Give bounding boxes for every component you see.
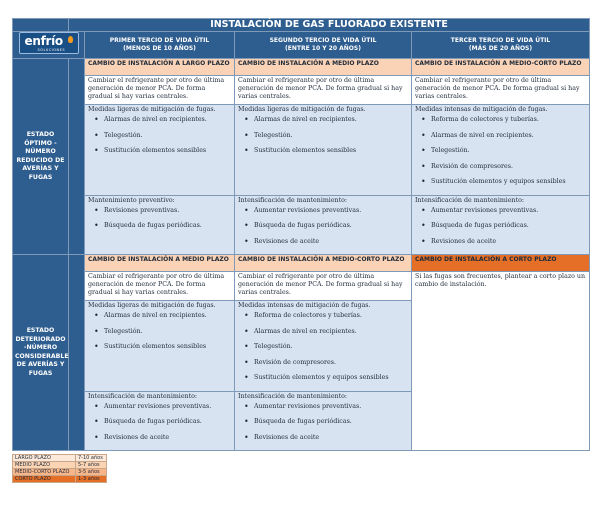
- maintenance-cell: [85, 195, 235, 255]
- maintenance-cell: [235, 391, 412, 451]
- list-item: • Aumentar revisiones preventivas.: [244, 207, 408, 215]
- measures-cell: [85, 301, 235, 392]
- cell-header: CAMBIO DE INSTALACIÓN A MEDIO PLAZO: [85, 255, 235, 272]
- measures-list: [88, 116, 231, 155]
- maintenance-title: Intensificación de mantenimiento:: [238, 196, 348, 204]
- row-label-deteriorado: ESTADO DETERIORADO -NÚMERO CONSIDERABLE DE AVERÍAS Y FUGAS: [13, 255, 69, 451]
- logo-word: enfrío: [24, 34, 63, 48]
- list-item: • Revisiones de aceite: [421, 238, 586, 246]
- list-item: • Sustitución elementos sensibles: [244, 147, 408, 155]
- cell-header: CAMBIO DE INSTALACIÓN A MEDIO PLAZO: [235, 59, 412, 76]
- enfrio-logo: [19, 32, 79, 54]
- list-item: • Revisiones preventivas.: [94, 207, 231, 215]
- measures-title: Medidas ligeras de mitigación de fugas.: [238, 106, 366, 113]
- maintenance-title: Mantenimiento preventivo:: [88, 196, 175, 204]
- list-item: • Telegestión.: [94, 328, 231, 336]
- logo-cell: [13, 32, 85, 59]
- legend-term: LARGO PLAZO: [13, 455, 76, 462]
- change-text: Cambiar el refrigerante por otro de última generación de menor PCA. De forma gradual si hay varias centrales.: [235, 76, 412, 105]
- list-item: • Aumentar revisiones preventivas.: [94, 403, 231, 411]
- list-item: • Sustitución elementos sensibles: [94, 343, 231, 351]
- list-item: • Búsqueda de fugas periódicas.: [244, 418, 408, 426]
- list-item: • Reforma de colectores y tuberías.: [244, 312, 408, 320]
- row-stripe: [69, 59, 85, 255]
- column-header-1: PRIMER TERCIO DE VIDA ÚTIL (MENOS DE 10 AÑOS): [85, 32, 235, 59]
- list-item: • Telegestión.: [94, 132, 231, 140]
- list-item: • Alarmas de nivel en recipientes.: [244, 116, 408, 124]
- maintenance-cell: [85, 391, 235, 451]
- cell-header: CAMBIO DE INSTALACIÓN A LARGO PLAZO: [85, 59, 235, 76]
- column-header-3: TERCER TERCIO DE VIDA ÚTIL (MÁS DE 20 AÑOS): [412, 32, 590, 59]
- measures-cell: [235, 301, 412, 392]
- measures-title: Medidas ligeras de mitigación de fugas.: [88, 106, 216, 113]
- maintenance-title: Intensificación de mantenimiento:: [238, 392, 348, 400]
- row-label-optimo: ESTADO ÓPTIMO -NÚMERO REDUCIDO DE AVERÍAS Y FUGAS: [13, 59, 69, 255]
- measures-title: Medidas intensas de mitigación de fugas.: [238, 302, 371, 309]
- list-item: • Telegestión.: [244, 343, 408, 351]
- list-item: • Alarmas de nivel en recipientes.: [94, 312, 231, 320]
- list-item: • Aumentar revisiones preventivas.: [421, 207, 586, 215]
- change-text: Cambiar el refrigerante por otro de última generación de menor PCA. De forma gradual si hay varias centrales.: [85, 76, 235, 105]
- change-text: Cambiar el refrigerante por otro de última generación de menor PCA. De forma gradual si hay varias centrales.: [412, 76, 590, 105]
- legend-value: 1-3 años: [76, 476, 107, 483]
- legend-value: 7-10 años: [76, 455, 107, 462]
- legend-term: MEDIO-CORTO PLAZO: [13, 469, 76, 476]
- list-item: • Sustitución elementos y equipos sensibles: [244, 374, 408, 382]
- measures-list: [88, 312, 231, 351]
- list-item: • Reforma de colectores y tuberías.: [421, 116, 586, 124]
- legend-value: 5-7 años: [76, 462, 107, 469]
- legend-value: 3-5 años: [76, 469, 107, 476]
- page-title: INSTALACIÓN DE GAS FLUORADO EXISTENTE: [69, 19, 590, 32]
- title-left-blank: [13, 19, 69, 32]
- row-stripe: [69, 255, 85, 451]
- list-item: • Telegestión.: [421, 147, 586, 155]
- cell-header: CAMBIO DE INSTALACIÓN A MEDIO-CORTO PLAZO: [235, 255, 412, 272]
- list-item: • Revisión de compresores.: [244, 359, 408, 367]
- maintenance-cell: [235, 195, 412, 255]
- decision-table: [12, 18, 589, 451]
- cell-header: CAMBIO DE INSTALACIÓN A MEDIO-CORTO PLAZO: [412, 59, 590, 76]
- logo-tagline: SOLUCIONES: [37, 48, 66, 52]
- column-header-2: SEGUNDO TERCIO DE VIDA ÚTIL (ENTRE 10 Y 20 AÑOS): [235, 32, 412, 59]
- list-item: • Sustitución elementos sensibles: [94, 147, 231, 155]
- measures-list: [238, 312, 408, 382]
- list-item: • Revisión de compresores.: [421, 163, 586, 171]
- maintenance-title: Intensificación de mantenimiento:: [88, 392, 198, 400]
- list-item: • Telegestión.: [244, 132, 408, 140]
- measures-list: [415, 116, 586, 186]
- measures-cell: [235, 105, 412, 196]
- measures-list: [238, 116, 408, 155]
- maintenance-list: [88, 403, 231, 442]
- list-item: • Alarmas de nivel en recipientes.: [421, 132, 586, 140]
- list-item: • Alarmas de nivel en recipientes.: [94, 116, 231, 124]
- measures-cell: [85, 105, 235, 196]
- list-item: • Búsqueda de fugas periódicas.: [244, 222, 408, 230]
- maintenance-list: [238, 403, 408, 442]
- maintenance-list: [238, 207, 408, 246]
- legend-term: CORTO PLAZO: [13, 476, 76, 483]
- flame-icon: [68, 36, 73, 43]
- list-item: • Sustitución elementos y equipos sensibles: [421, 178, 586, 186]
- list-item: • Búsqueda de fugas periódicas.: [94, 418, 231, 426]
- maintenance-list: [88, 207, 231, 231]
- maintenance-title: Intensificación de mantenimiento:: [415, 196, 525, 204]
- list-item: • Búsqueda de fugas periódicas.: [94, 222, 231, 230]
- list-item: • Revisiones de aceite: [244, 238, 408, 246]
- main-table: [12, 18, 590, 451]
- legend-table: [12, 454, 107, 483]
- measures-title: Medidas intensas de mitigación de fugas.: [415, 106, 548, 113]
- measures-cell: [412, 105, 590, 196]
- legend-term: MEDIO PLAZO: [13, 462, 76, 469]
- change-text: Cambiar el refrigerante por otro de última generación de menor PCA. De forma gradual si hay varias centrales.: [235, 272, 412, 301]
- cell-header: CAMBIO DE INSTALACIÓN A CORTO PLAZO: [412, 255, 590, 272]
- maintenance-cell: [412, 195, 590, 255]
- list-item: • Búsqueda de fugas periódicas.: [421, 222, 586, 230]
- maintenance-list: [415, 207, 586, 246]
- list-item: • Revisiones de aceite: [94, 434, 231, 442]
- measures-title: Medidas ligeras de mitigación de fugas.: [88, 302, 216, 309]
- list-item: • Alarmas de nivel en recipientes.: [244, 328, 408, 336]
- list-item: • Aumentar revisiones preventivas.: [244, 403, 408, 411]
- change-text: Cambiar el refrigerante por otro de última generación de menor PCA. De forma gradual si hay varias centrales.: [85, 272, 235, 301]
- list-item: • Revisiones de aceite: [244, 434, 408, 442]
- change-text: Si las fugas son frecuentes, plantear a corto plazo un cambio de instalación.: [412, 272, 590, 451]
